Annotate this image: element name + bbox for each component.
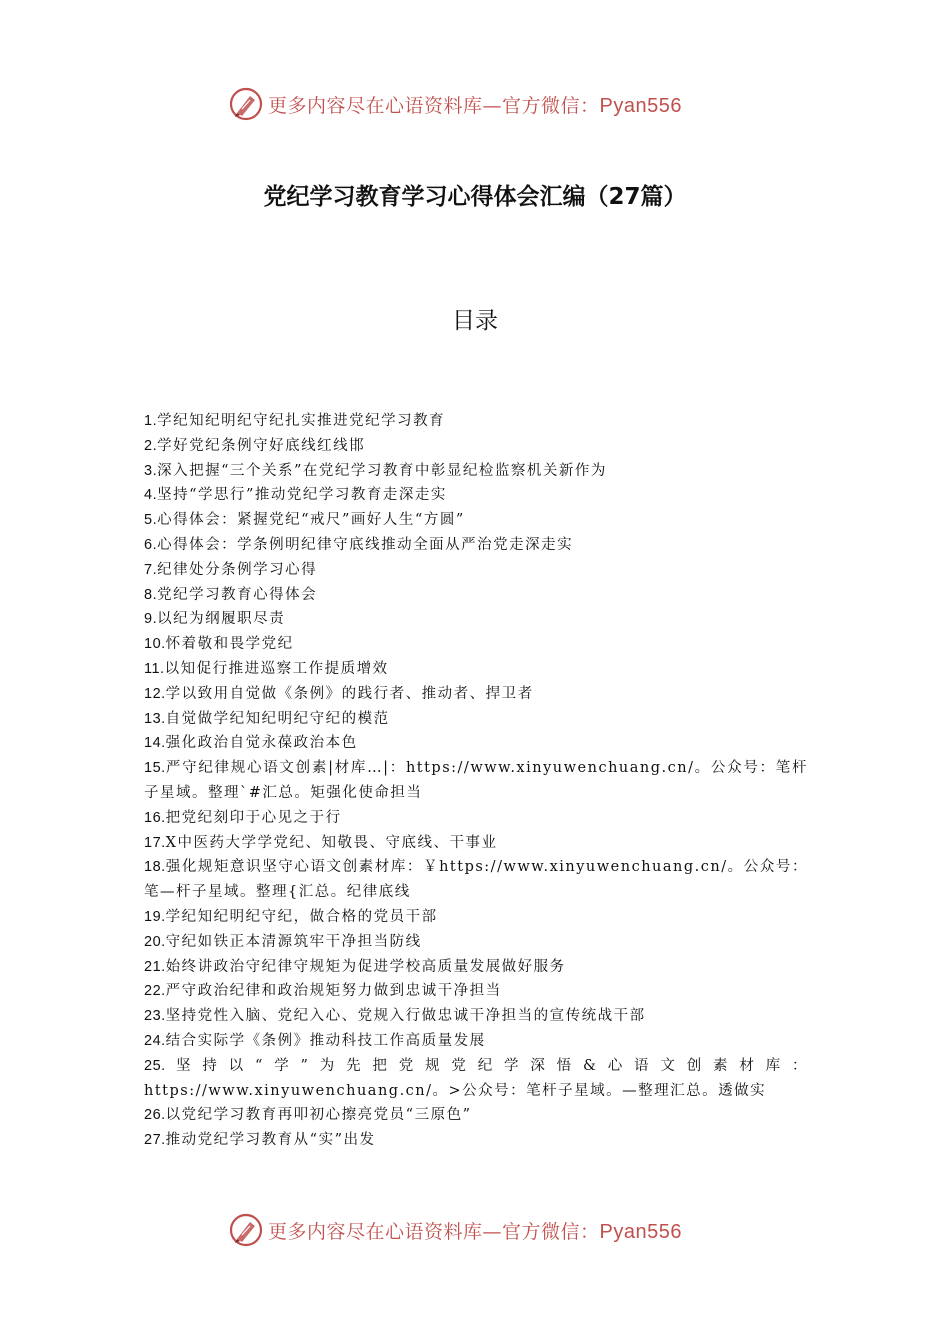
footer-banner: [228, 1210, 728, 1250]
toc-item-number: 9.: [144, 611, 158, 628]
toc-item-title: 深入把握“三个关系”在党纪学习教育中彰显纪检监察机关新作为: [157, 462, 607, 479]
toc-item-title: 怀着敬和畏学党纪: [165, 636, 294, 653]
toc-item-title: 学纪知纪明纪守纪，做合格的党员干部: [165, 908, 438, 925]
toc-item: [144, 731, 808, 756]
toc-item: [144, 831, 808, 856]
toc-item-number: 15.: [144, 760, 166, 777]
pen-nib-logo-icon: [228, 1212, 264, 1248]
banner-text: [268, 1217, 682, 1244]
toc-item-title: 严守政治纪律和政治规矩努力做到忠诚干净担当: [165, 983, 502, 1000]
toc-item-title: 心得体会：紧握党纪“戒尺”画好人生“方圆”: [157, 512, 465, 529]
toc-item: [144, 707, 808, 732]
toc-item-title: 学纪知纪明纪守纪扎实推进党纪学习教育: [157, 413, 446, 429]
toc-item-number: 12.: [144, 685, 166, 702]
toc-item-number: 14.: [144, 735, 166, 752]
toc-item-number: 13.: [144, 710, 166, 727]
toc-item: [144, 1054, 808, 1104]
toc-item-number: 22.: [144, 983, 166, 1000]
toc-item-number: 5.: [144, 512, 158, 529]
banner-label: 更多内容尽在心语资料库—官方微信：: [268, 1220, 600, 1243]
toc-item: [144, 533, 808, 558]
header-banner: [228, 84, 728, 124]
toc-item-title: 以知促行推进巡察工作提质增效: [164, 660, 389, 677]
toc-item: [144, 1103, 808, 1128]
toc-item-number: 10.: [144, 636, 166, 653]
toc-item-number: 26.: [144, 1107, 166, 1124]
toc-item-title: 以纪为纲履职尽责: [157, 611, 286, 628]
toc-item: [144, 905, 808, 930]
toc-heading: 目录: [452, 308, 498, 334]
toc-item-title: 以党纪学习教育再叩初心擦亮党员“三原色”: [165, 1107, 472, 1124]
toc-item-title: 学以致用自觉做《条例》的践行者、推动者、捍卫者: [165, 685, 534, 702]
toc-item-title: 纪律处分条例学习心得: [157, 561, 318, 578]
toc-item-title: 党纪学习教育心得体会: [157, 586, 318, 603]
toc-item-number: 24.: [144, 1032, 166, 1049]
toc-item-number: 27.: [144, 1132, 166, 1149]
toc-item-number: 2.: [144, 437, 158, 454]
toc-item-number: 21.: [144, 958, 166, 975]
toc-item: [144, 459, 808, 484]
toc-item-title: 学好党纪条例守好底线红线邯: [157, 437, 366, 454]
toc-item: [144, 855, 808, 905]
banner-text: [268, 91, 682, 118]
toc-item-number: 4.: [144, 487, 158, 504]
toc-item: [144, 979, 808, 1004]
toc-item: [144, 558, 808, 583]
toc-item: [144, 1004, 808, 1029]
toc-item-title: 坚持以“学”为先把党规党纪学深悟&心语文创素材库：https://www.xinyuwenchuang.cn/。>公众号：笔杆子星域。—整理汇总。透做实: [144, 1057, 808, 1099]
toc-item-title: 始终讲政治守纪律守规矩为促进学校高质量发展做好服务: [165, 958, 566, 975]
toc-item: [144, 1029, 808, 1054]
toc-item-number: 8.: [144, 586, 158, 603]
toc-item-number: 23.: [144, 1008, 166, 1025]
banner-label: 更多内容尽在心语资料库—官方微信：: [268, 94, 600, 117]
wechat-id: Pyan556: [599, 1220, 682, 1243]
toc-item-number: 20.: [144, 933, 166, 950]
toc-item-number: 11.: [144, 660, 165, 677]
toc-item: [144, 632, 808, 657]
toc-item: [144, 483, 808, 508]
toc-item: [144, 682, 808, 707]
toc-item-title: 守纪如铁正本清源筑牢干净担当防线: [165, 933, 422, 950]
toc-item-number: 1.: [144, 413, 158, 429]
toc-item: [144, 508, 808, 533]
toc-item-number: 16.: [144, 809, 166, 826]
toc-item-title: 强化规矩意识坚守心语文创素材库：￥https://www.xinyuwenchuang.cn/。公众号：笔—杆子星域。整理{汇总。纪律底线: [144, 859, 808, 901]
toc-item-title: 自觉做学纪知纪明纪守纪的模范: [165, 710, 390, 727]
toc-item-number: 18.: [144, 859, 166, 876]
toc-item: [144, 806, 808, 831]
toc-item: [144, 1128, 808, 1153]
toc-item-number: 3.: [144, 462, 158, 479]
toc-item-number: 19.: [144, 908, 166, 925]
wechat-id: Pyan556: [599, 94, 682, 117]
toc-item: [144, 955, 808, 980]
toc-item: [144, 756, 808, 806]
toc-item-number: 25.: [144, 1057, 166, 1074]
toc-item-title: 强化政治自觉永葆政治本色: [165, 735, 358, 752]
pen-nib-logo-icon: [228, 86, 264, 122]
toc-item-number: 7.: [144, 561, 158, 578]
toc-item: [144, 607, 808, 632]
document-title: 党纪学习教育学习心得体会汇编（27篇）: [263, 184, 687, 210]
toc-item: [144, 434, 808, 459]
toc-item-title: 严守纪律规心语文创素|材库…|：https://www.xinyuwenchuang.cn/。公众号：笔杆子星域。整理`#汇总。矩强化使命担当: [144, 760, 808, 801]
toc-item-title: 坚持党性入脑、党纪入心、党规入行做忠诚干净担当的宣传统战干部: [165, 1008, 646, 1025]
table-of-contents: [144, 409, 808, 1153]
toc-item-title: X中医药大学学党纪、知敬畏、守底线、干事业: [165, 834, 498, 851]
toc-item: [144, 583, 808, 608]
toc-item-title: 坚持“学思行”推动党纪学习教育走深走实: [157, 487, 447, 504]
toc-item-title: 结合实际学《条例》推动科技工作高质量发展: [165, 1032, 486, 1049]
toc-item: [144, 657, 808, 682]
toc-item-title: 把党纪刻印于心见之于行: [165, 809, 342, 826]
toc-item: [144, 409, 808, 434]
toc-item-number: 6.: [144, 536, 158, 553]
toc-item-number: 17.: [144, 834, 166, 851]
toc-item-title: 推动党纪学习教育从“实”出发: [165, 1132, 376, 1149]
toc-item: [144, 930, 808, 955]
toc-item-title: 心得体会：学条例明纪律守底线推动全面从严治党走深走实: [157, 536, 574, 553]
